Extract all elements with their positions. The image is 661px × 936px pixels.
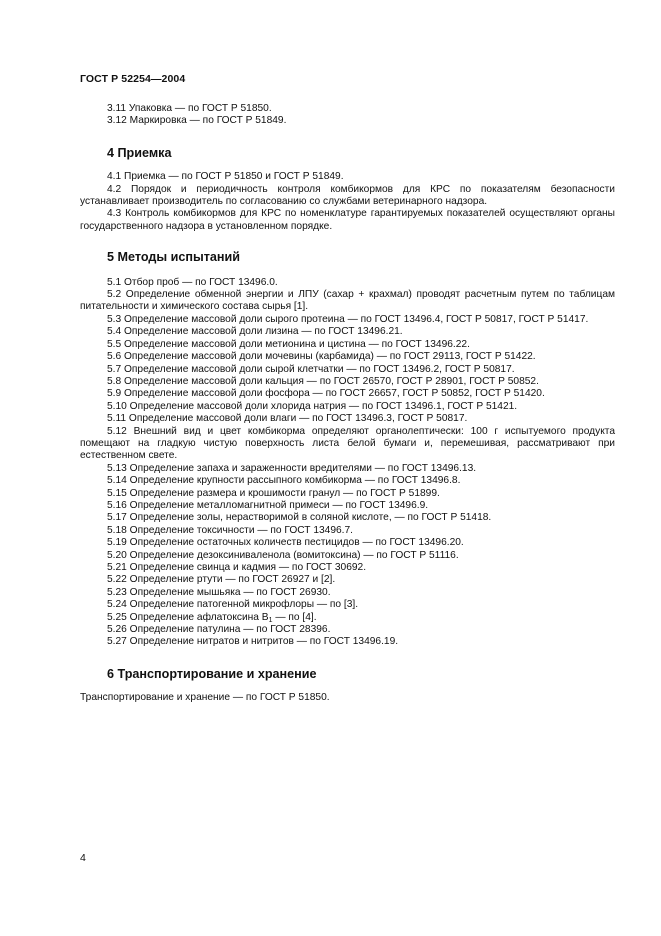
item-5-3: 5.3 Определение массовой доли сырого протеина — по ГОСТ 13496.4, ГОСТ Р 50817, ГОСТ Р 51417. [107,313,589,325]
item-5-5: 5.5 Определение массовой доли метионина и цистина — по ГОСТ 13496.22. [107,338,470,350]
section-5-title: 5 Методы испытаний [107,250,240,265]
item-5-4: 5.4 Определение массовой доли лизина — по ГОСТ 13496.21. [107,326,403,338]
item-5-22: 5.22 Определение ртути — по ГОСТ 26927 и [2]. [107,574,336,586]
item-5-23: 5.23 Определение мышьяка — по ГОСТ 26930. [107,586,331,598]
item-5-10: 5.10 Определение массовой доли хлорида натрия — по ГОСТ 13496.1, ГОСТ Р 51421. [107,400,518,412]
item-5-8: 5.8 Определение массовой доли кальция — по ГОСТ 26570, ГОСТ Р 28901, ГОСТ Р 50852. [107,375,539,387]
section-6-title: 6 Транспортирование и хранение [107,666,317,681]
item-3-11: 3.11 Упаковка — по ГОСТ Р 51850. [107,103,272,114]
item-4-2: 4.2 Порядок и периодичность контроля комбикормов для КРС по показателям безопасности устанавливает производитель по согласованию со службами ветеринарного надзора. [80,183,615,208]
item-5-11: 5.11 Определение массовой доли влаги — по ГОСТ 13496.3, ГОСТ Р 50817. [107,413,468,425]
item-5-7: 5.7 Определение массовой доли сырой клетчатки — по ГОСТ 13496.2, ГОСТ Р 50817. [107,363,515,375]
item-5-9: 5.9 Определение массовой доли фосфора — по ГОСТ 26657, ГОСТ Р 50852, ГОСТ Р 51420. [107,388,545,400]
item-5-2: 5.2 Определение обменной энергии и ЛПУ (сахар + крахмал) проводят расчетным путем по таблицам питательности и химического состава сырья [1]. [80,289,615,313]
item-4-1: 4.1 Приемка — по ГОСТ Р 51850 и ГОСТ Р 51849. [107,171,344,183]
item-5-25-subscript: 1 [268,616,273,624]
page-number: 4 [80,852,86,864]
item-5-16: 5.16 Определение металломагнитной примеси — по ГОСТ 13496.9. [107,499,429,511]
section-6-text: Транспортирование и хранение — по ГОСТ Р 51850. [80,692,330,704]
item-5-19: 5.19 Определение остаточных количеств пестицидов — по ГОСТ 13496.20. [107,537,464,549]
item-5-21: 5.21 Определение свинца и кадмия — по ГОСТ 30692. [107,562,367,573]
item-5-25-suffix: — по [4]. [272,611,317,623]
page-content [80,103,615,705]
item-5-12: 5.12 Внешний вид и цвет комбикорма определяют органолептически: 100 г испытуемого продукта помещают на гладкую чистую поверхность листа белой бумаги и, перемешивая, рассматривают при естественном свете. [80,425,615,462]
item-5-1: 5.1 Отбор проб — по ГОСТ 13496.0. [107,276,278,288]
item-5-6: 5.6 Определение массовой доли мочевины (карбамида) — по ГОСТ 29113, ГОСТ Р 51422. [107,351,536,363]
item-5-18: 5.18 Определение токсичности — по ГОСТ 13496.7. [107,524,353,536]
item-5-13: 5.13 Определение запаха и зараженности вредителями — по ГОСТ 13496.13. [107,462,477,474]
item-5-25-prefix: 5.25 Определение афлатоксина В [107,611,269,623]
item-5-17: 5.17 Определение золы, нерастворимой в соляной кислоте, — по ГОСТ Р 51418. [107,512,492,524]
item-5-26: 5.26 Определение патулина — по ГОСТ 28396. [107,624,331,636]
item-5-25 [80,612,615,624]
standard-header: ГОСТ Р 52254—2004 [80,73,186,85]
item-3-12: 3.12 Маркировка — по ГОСТ Р 51849. [107,115,287,127]
item-5-14: 5.14 Определение крупности рассыпного комбикорма — по ГОСТ 13496.8. [107,475,461,487]
item-5-20: 5.20 Определение дезоксиниваленола (вомитоксина) — по ГОСТ Р 51116. [107,549,459,561]
item-5-15: 5.15 Определение размера и крошимости гранул — по ГОСТ Р 51899. [107,487,440,499]
item-5-24: 5.24 Определение патогенной микрофлоры — по [3]. [107,599,359,611]
item-5-27: 5.27 Определение нитратов и нитритов — по ГОСТ 13496.19. [107,636,399,648]
section-4-title: 4 Приемка [107,145,172,160]
item-4-3: 4.3 Контроль комбикормов для КРС по номенклатуре гарантируемых показателей осуществляют органы государственного надзора в установленном порядке. [80,208,615,232]
